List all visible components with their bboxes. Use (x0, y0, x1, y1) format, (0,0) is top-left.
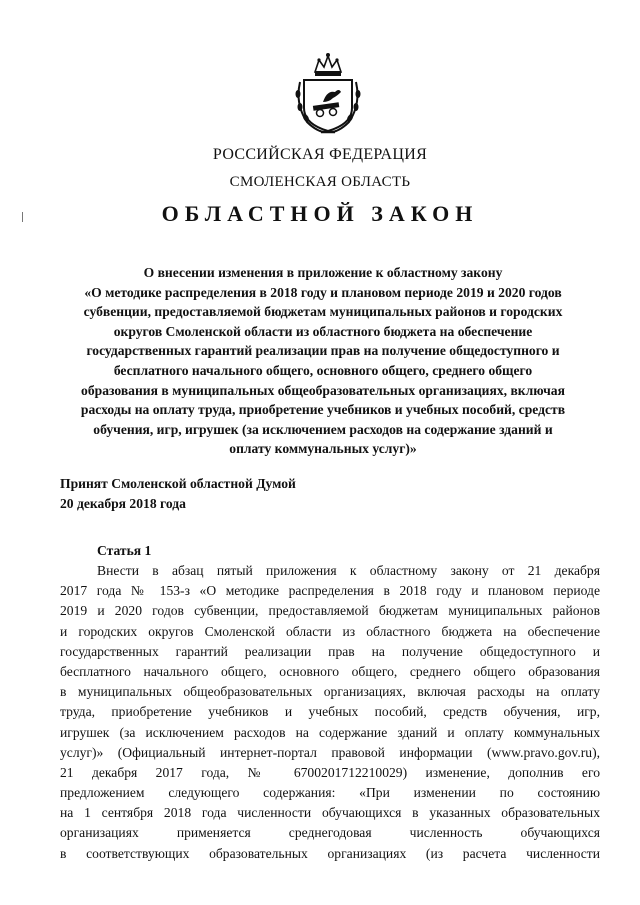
adopted-by: Принят Смоленской областной Думой (60, 476, 296, 491)
title-line: государственных гарантий реализации прав на получение общедоступного и (86, 343, 560, 359)
body-line: и городских округов Смоленской области из областного бюджета на обеспечение (60, 623, 600, 639)
country-name: РОССИЙСКАЯ ФЕДЕРАЦИЯ (212, 146, 428, 163)
title-line: «О методике распределения в 2018 году и плановом периоде 2019 и 2020 годов (84, 284, 562, 300)
title-line: бесплатного начального общего, основного общего, среднего общего (113, 362, 533, 378)
law-title (66, 263, 580, 459)
region-name: СМОЛЕНСКАЯ ОБЛАСТЬ (229, 174, 411, 190)
body-line: предложением следующего содержания: «При изменении по состоянию (60, 785, 600, 801)
body-line: в соответствующих образовательных организациях (из расчета численности (60, 845, 600, 861)
body-line: труда, приобретение учебников и учебных пособий, средств обучения, игр, (60, 704, 600, 720)
body-line: Внести в абзац пятый приложения к областному закону от 21 декабря (97, 563, 600, 578)
coat-of-arms-icon (293, 52, 363, 134)
body-line: 21 декабря 2017 года, № 6700201712210029) изменение, дополнив его (60, 764, 600, 780)
body-line: в муниципальных общеобразовательных организациях, включая расходы на оплату (60, 684, 600, 700)
title-line: образования в муниципальных общеобразовательных организациях, включая (81, 382, 565, 398)
title-line: О внесении изменения в приложение к областному закону (143, 265, 503, 280)
article-heading: Статья 1 (97, 543, 152, 558)
title-line: субвенции, предоставляемой бюджетам муниципальных районов и городских (83, 304, 563, 320)
body-line: на 1 сентября 2018 года численности обучающихся в указанных образовательных (60, 805, 600, 821)
body-line: организациях применяется среднегодовая численность обучающихся (60, 825, 600, 841)
title-line: обучения, игр, игрушек (за исключением расходов на содержание зданий и (93, 421, 553, 437)
body-line: 2019 и 2020 годов субвенции, предоставляемой бюджетам муниципальных районов (60, 603, 600, 619)
title-line: оплату коммунальных услуг)» (229, 441, 417, 457)
document-type-heading: ОБЛАСТНОЙ ЗАКОН (161, 201, 479, 226)
body-line: государственных гарантий реализации прав на получение общедоступного и (60, 643, 600, 659)
adopted-date: 20 декабря 2018 года (60, 495, 186, 511)
body-line: игрушек (за исключением расходов на содержание зданий и оплату коммунальных (60, 724, 600, 740)
body-line: бесплатного начального общего, основного общего, среднего общего образования (60, 663, 600, 679)
article-body (60, 561, 600, 864)
body-line: 2017 года № 153-з «О методике распределения в 2018 году и плановом периоде (60, 583, 600, 599)
title-line: расходы на оплату труда, приобретение учебников и учебных пособий, средств (80, 402, 566, 418)
body-line: услуг)» (Официальный интернет-портал правовой информации (www.pravo.gov.ru), (60, 744, 600, 760)
title-line: округов Смоленской области из областного бюджета на обеспечение (113, 323, 533, 339)
adoption-block (60, 474, 460, 513)
